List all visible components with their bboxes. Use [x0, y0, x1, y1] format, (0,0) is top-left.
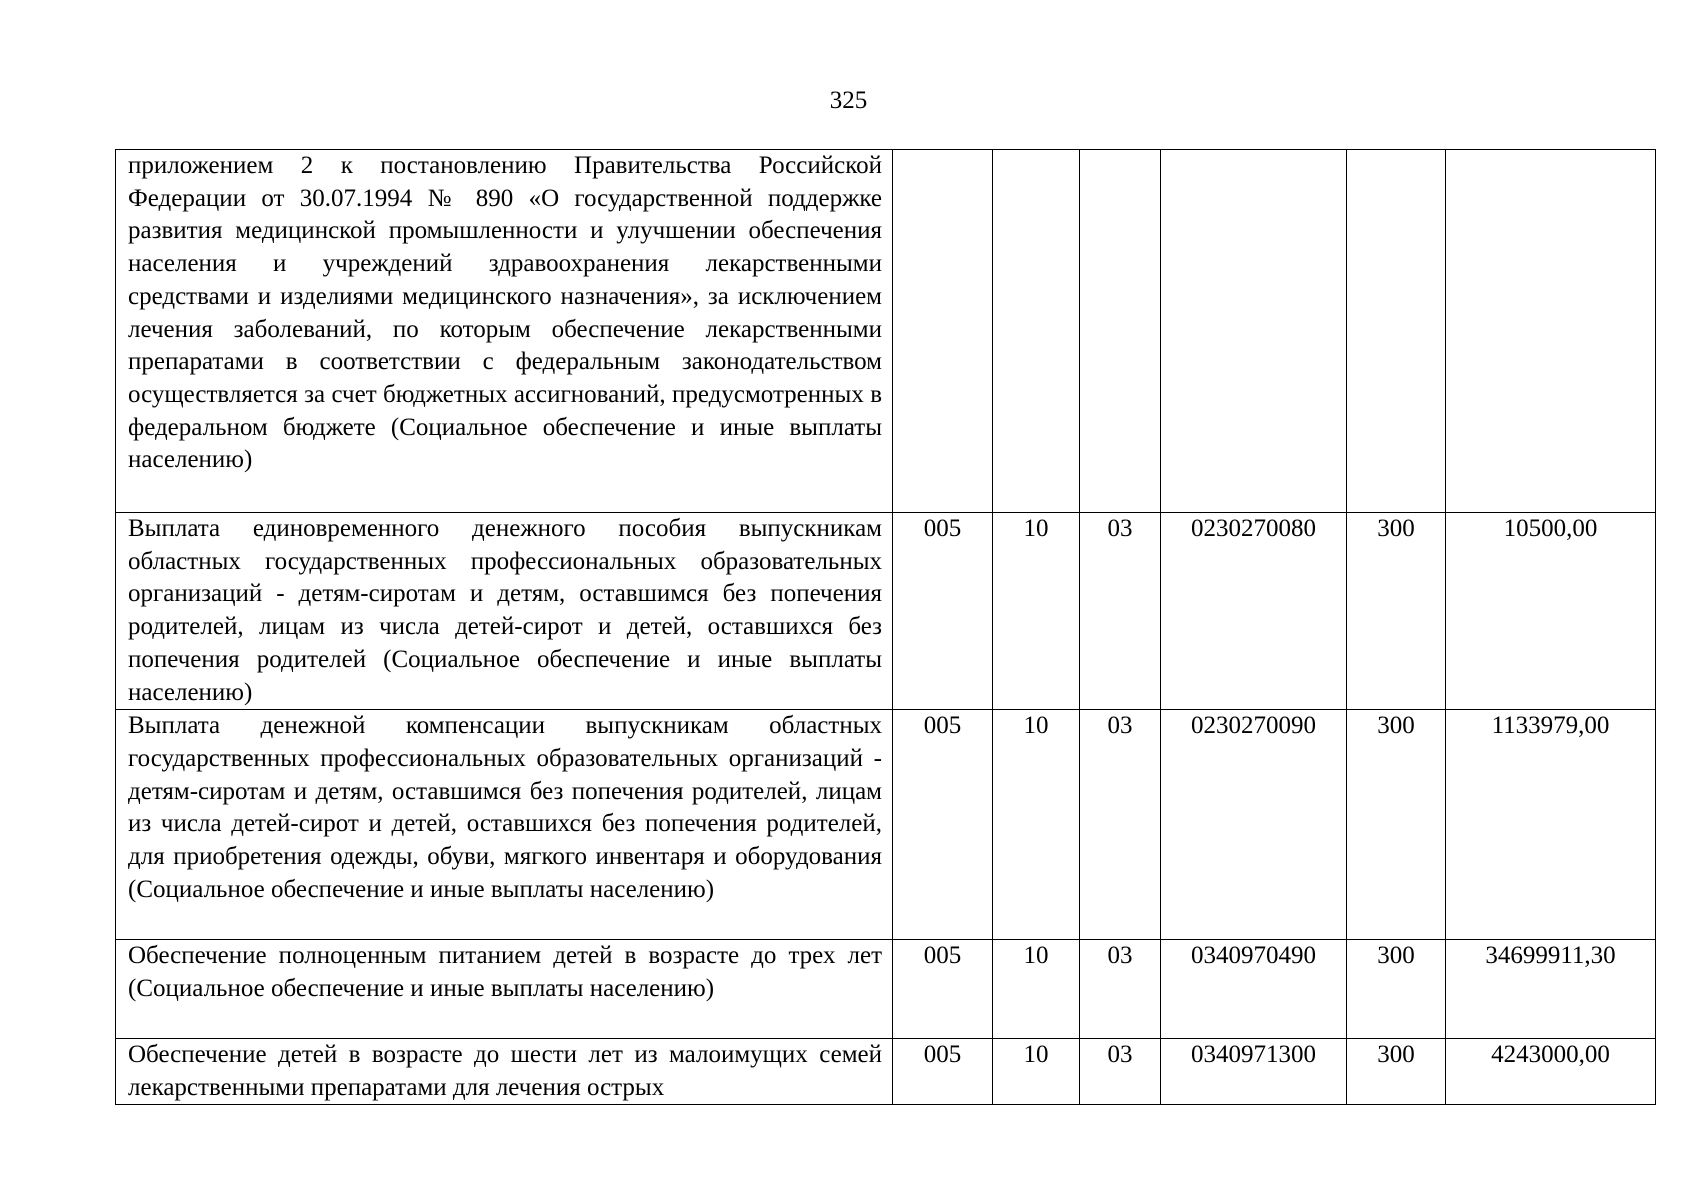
table-row	[116, 710, 1656, 940]
amount: 4243000,00	[1446, 1039, 1656, 1105]
section-code: 10	[993, 710, 1080, 940]
table-row	[116, 513, 1656, 710]
amount: 1133979,00	[1446, 710, 1656, 940]
section-code	[993, 150, 1080, 513]
ministry-code: 005	[893, 710, 993, 940]
subsection-code	[1080, 150, 1161, 513]
section-code: 10	[993, 940, 1080, 1039]
budget-table	[115, 149, 1656, 1105]
section-code: 10	[993, 513, 1080, 710]
table-row	[116, 1039, 1656, 1105]
expense-type-code: 300	[1347, 513, 1446, 710]
row-description-text: Обеспечение детей в возрасте до шести лет из малоимущих семей лекарственными препаратами для лечения острых	[128, 1041, 882, 1101]
target-article-code: 0230270090	[1161, 710, 1347, 940]
ministry-code	[893, 150, 993, 513]
ministry-code: 005	[893, 1039, 993, 1105]
row-description: приложением 2 к постановлению Правительства Российской Федерации от 30.07.1994 № 890 «О государственной поддержке развития медицинской промышленности и улучшении обеспечения населения и учреждений здравоохранения лекарственными средствами и изделиями медицинского назначения», за исключением лечения заболеваний, по которым обеспечение лекарственными препаратами в соответствии с федеральным законодательством осуществляется за счет бюджетных ассигнований, предусмотренных в федеральном бюджете (Социальное обеспечение и иные выплаты населению)	[116, 150, 893, 513]
row-description: Выплата денежной компенсации выпускникам областных государственных профессиональных образовательных организаций - детям-сиротам и детям, оставшимся без попечения родителей, лицам из числа детей-сирот и детей, оставшихся без попечения родителей, для приобретения одежды, обуви, мягкого инвентаря и оборудования (Социальное обеспечение и иные выплаты населению)	[116, 710, 893, 940]
target-article-code: 0340970490	[1161, 940, 1347, 1039]
subsection-code: 03	[1080, 1039, 1161, 1105]
ministry-code: 005	[893, 513, 993, 710]
page-number: 325	[829, 87, 868, 114]
subsection-code: 03	[1080, 513, 1161, 710]
ministry-code: 005	[893, 940, 993, 1039]
subsection-code: 03	[1080, 940, 1161, 1039]
target-article-code: 0230270080	[1161, 513, 1347, 710]
table-row	[116, 150, 1656, 513]
subsection-code: 03	[1080, 710, 1161, 940]
section-code: 10	[993, 1039, 1080, 1105]
target-article-code: 0340971300	[1161, 1039, 1347, 1105]
expense-type-code: 300	[1347, 940, 1446, 1039]
target-article-code	[1161, 150, 1347, 513]
expense-type-code	[1347, 150, 1446, 513]
amount	[1446, 150, 1656, 513]
row-description: Выплата единовременного денежного пособия выпускникам областных государственных профессиональных образовательных организаций - детям-сиротам и детям, оставшимся без попечения родителей, лицам из числа детей-сирот и детей, оставшихся без попечения родителей (Социальное обеспечение и иные выплаты населению)	[116, 513, 893, 710]
row-description	[116, 1039, 893, 1105]
table-row	[116, 940, 1656, 1039]
amount: 10500,00	[1446, 513, 1656, 710]
row-description: Обеспечение полноценным питанием детей в возрасте до трех лет (Социальное обеспечение и иные выплаты населению)	[116, 940, 893, 1039]
expense-type-code: 300	[1347, 1039, 1446, 1105]
amount: 34699911,30	[1446, 940, 1656, 1039]
expense-type-code: 300	[1347, 710, 1446, 940]
